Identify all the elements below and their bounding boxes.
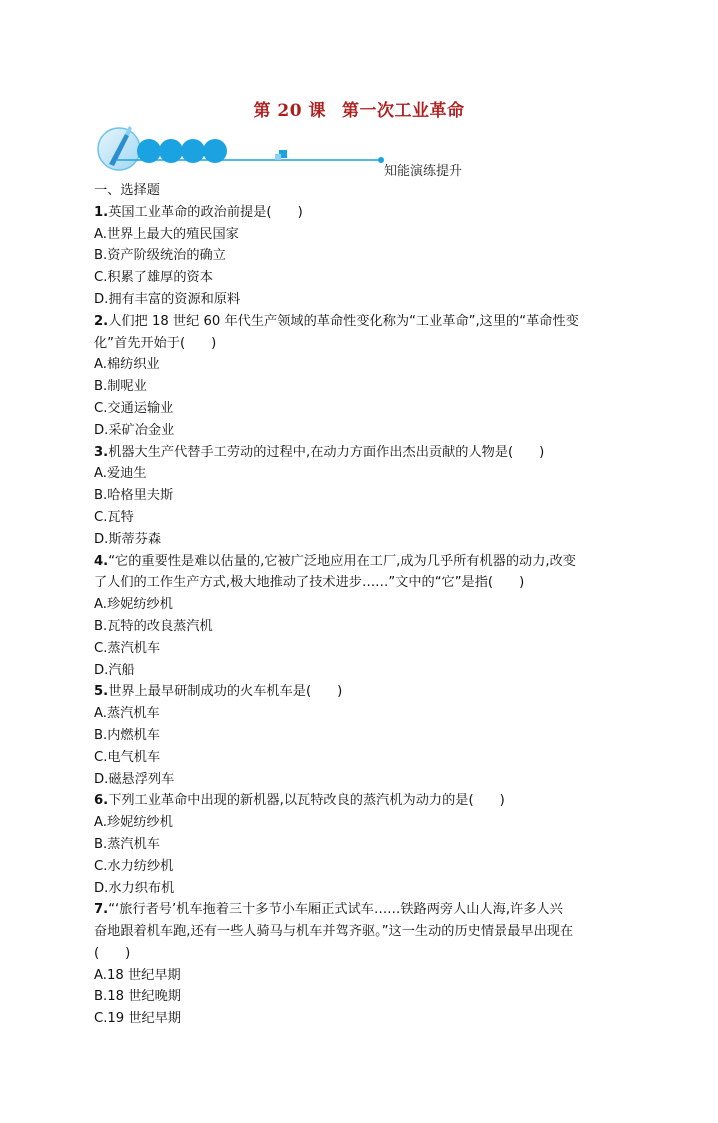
question-3 [94, 442, 634, 551]
option-d: D.水力织布机 [94, 880, 175, 896]
option-b: B.制呢业 [94, 379, 147, 395]
question-7 [94, 899, 634, 1030]
option-b: B.资产阶级统治的确立 [94, 248, 226, 264]
exercise-content [94, 180, 634, 1030]
question-answer-paren: ( ) [94, 945, 131, 961]
question-stem: 6.下列工业革命中出现的新机器,以瓦特改良的蒸汽机为动力的是( ) [94, 793, 505, 809]
banner-label: 知能演练提升 [384, 164, 463, 179]
option-a: A.棉纺织业 [94, 357, 160, 373]
lesson-name: 第一次工业革命 [342, 101, 465, 121]
option-d: D.采矿冶金业 [94, 422, 175, 438]
question-5 [94, 681, 634, 790]
option-d: D.斯蒂芬森 [94, 531, 162, 547]
option-d: D.汽船 [94, 662, 135, 678]
option-d: D.磁悬浮列车 [94, 771, 175, 787]
question-2 [94, 311, 634, 442]
question-stem: 5.世界上最早研制成功的火车机车是( ) [94, 684, 343, 700]
question-stem: 2.人们把 18 世纪 60 年代生产领域的革命性变化称为“工业革命”,这里的“革命性变 [94, 313, 579, 329]
question-stem: 4.“它的重要性是难以估量的,它被广泛地应用在工厂,成为几乎所有机器的动力,改变 [94, 553, 576, 569]
question-stem-cont: 奋地跟着机车跑,还有一些人骑马与机车并驾齐驱。”这一生动的历史情景最早出现在 [94, 924, 574, 940]
option-a: A.蒸汽机车 [94, 706, 160, 722]
decor-dot-1 [137, 139, 161, 163]
option-c: C.蒸汽机车 [94, 640, 161, 656]
option-b: B.瓦特的改良蒸汽机 [94, 618, 213, 634]
option-b: B.18 世纪晚期 [94, 989, 181, 1005]
option-c: C.电气机车 [94, 749, 161, 765]
section-heading: 一、选择题 [94, 183, 160, 198]
option-a: A.珍妮纺纱机 [94, 815, 173, 831]
option-a: A.世界上最大的殖民国家 [94, 226, 239, 242]
decor-dot-2 [159, 139, 183, 163]
option-a: A.爱迪生 [94, 466, 147, 482]
question-stem-cont: 化”首先开始于( ) [94, 335, 217, 351]
option-b: B.蒸汽机车 [94, 836, 160, 852]
option-a: A.珍妮纺纱机 [94, 597, 173, 613]
option-c: C.瓦特 [94, 509, 134, 525]
option-a: A.18 世纪早期 [94, 967, 181, 983]
option-d: D.拥有丰富的资源和原料 [94, 291, 241, 307]
question-stem: 3.机器大生产代替手工劳动的过程中,在动力方面作出杰出贡献的人物是( ) [94, 444, 545, 460]
question-4 [94, 551, 634, 682]
option-b: B.哈格里夫斯 [94, 488, 174, 504]
decor-dot-4 [203, 139, 227, 163]
page-title [0, 96, 718, 121]
question-stem: 7.“‘旅行者号’机车拖着三十多节小车厢正式试车……铁路两旁人山人海,许多人兴 [94, 902, 563, 918]
option-c: C.水力纺纱机 [94, 858, 174, 874]
option-c: C.交通运输业 [94, 400, 174, 416]
lesson-number: 第 20 课 [253, 101, 326, 121]
question-stem-cont: 了人们的工作生产方式,极大地推动了技术进步……”文中的“它”是指( ) [94, 575, 525, 591]
question-6 [94, 790, 634, 899]
option-c: C.积累了雄厚的资本 [94, 270, 213, 286]
option-b: B.内燃机车 [94, 727, 160, 743]
question-stem: 1.英国工业革命的政治前提是( ) [94, 204, 303, 220]
question-1 [94, 202, 634, 311]
option-c: C.19 世纪早期 [94, 1011, 182, 1027]
decor-dot-3 [181, 139, 205, 163]
